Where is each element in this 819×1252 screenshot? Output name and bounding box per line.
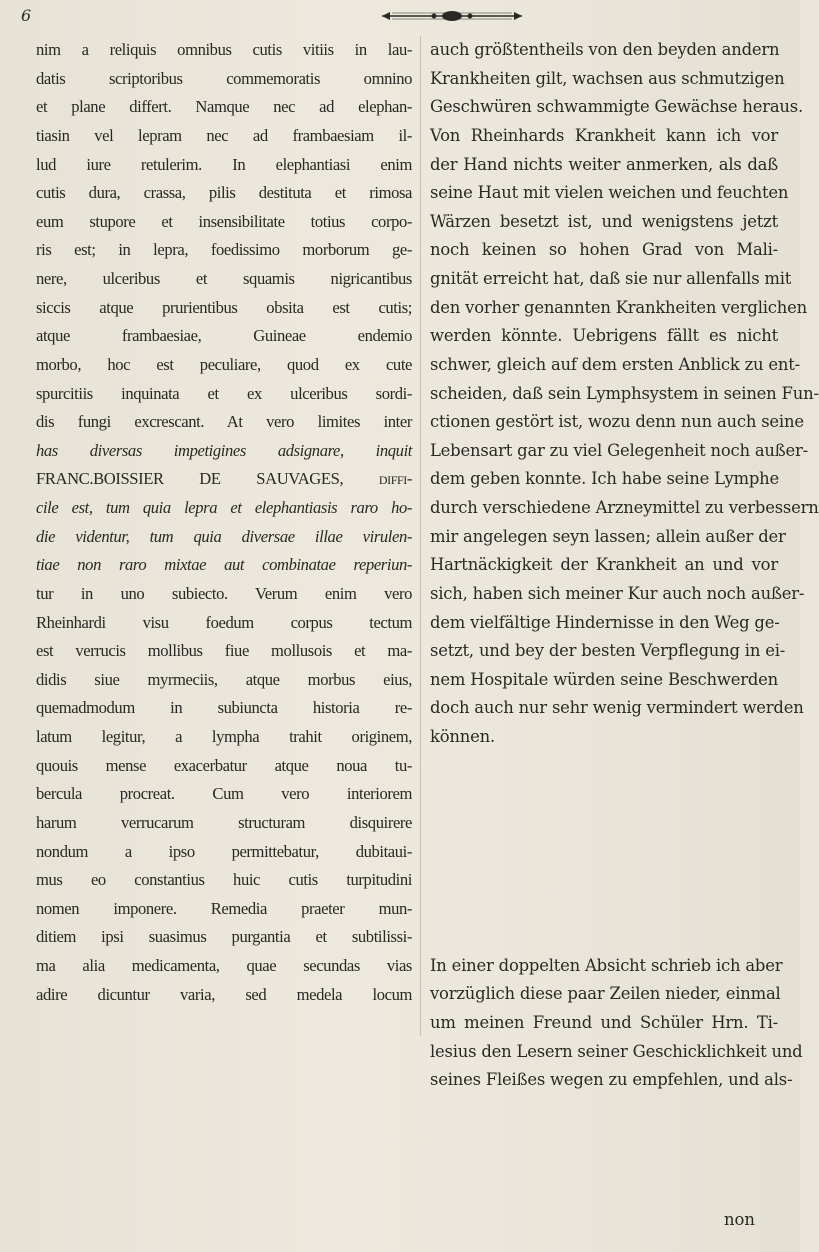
text-line: morbo, hoc est peculiare, quod ex cute (36, 354, 412, 374)
text-line: quouis mense exacerbatur atque noua tu- (36, 755, 412, 775)
text-line: nondum a ipso permittebatur, dubitaui- (36, 841, 412, 861)
text-line: nim a reliquis omnibus cutis vitiis in lau- (36, 40, 412, 59)
text-line: tiasin vel lepram nec ad frambaesiam il- (36, 125, 412, 145)
text-line: vorzüglich diese paar Zeilen nieder, einmal (430, 984, 781, 1004)
text-line: dem geben konnte. Ich habe seine Lymphe (430, 469, 780, 489)
german-text-column (430, 36, 819, 1095)
text-line: ditiem ipsi suasimus purgantia et subtilissi- (36, 927, 412, 947)
text-line: auch größtentheils von den beyden andern (430, 40, 780, 59)
text-line: doch auch nur sehr wenig vermindert werden (430, 698, 804, 718)
text-line: quemadmodum in subiuncta historia re- (36, 698, 412, 718)
text-line: spurcitiis inquinata et ex ulceribus sordi- (36, 383, 412, 403)
latin-text-column (36, 36, 412, 1009)
text-line: den vorher genannten Krankheiten verglichen (430, 297, 807, 317)
text-line: eum stupore et insensibilitate totius corpo- (36, 211, 412, 231)
text-line: die videntur, tum quia diversae illae virulen- (36, 526, 412, 546)
catchword: non (724, 1210, 755, 1229)
text-line: atque frambaesiae, Guineae endemio (36, 326, 412, 346)
text-line: Lebensart gar zu viel Gelegenheit noch außer- (430, 440, 809, 460)
text-line: nomen imponere. Remedia praeter mun- (36, 898, 412, 918)
text-line: ctionen gestört ist, wozu denn nun auch seine (430, 412, 804, 432)
header-ornament-icon (382, 10, 522, 22)
text-line: cile est, tum quia lepra et elephantiasis raro ho- (36, 498, 412, 517)
text-line: noch keinen so hohen Grad von Mali- (430, 240, 778, 260)
text-line: setzt, und bey der besten Verpflegung in ei- (430, 641, 786, 661)
text-line: Krankheiten gilt, wachsen aus schmutzigen (430, 68, 785, 88)
text-line: sich, haben sich meiner Kur auch noch außer- (430, 583, 805, 603)
text-line: Rheinhardi visu foedum corpus tectum (36, 612, 412, 632)
text-line: lesius den Lesern seiner Geschicklichkeit und (430, 1041, 803, 1061)
text-line: schwer, gleich auf dem ersten Anblick zu ent- (430, 354, 800, 374)
text-line: durch verschiedene Arzneymittel zu verbessern (430, 498, 819, 517)
text-line: mus eo constantius huic cutis turpitudini (36, 870, 412, 890)
text-line: um meinen Freund und Schüler Hrn. Ti- (430, 1012, 778, 1032)
text-line: Wärzen besetzt ist, und wenigstens jetzt (430, 211, 778, 231)
text-line: tiae non raro mixtae aut combinatae reperiun- (36, 555, 412, 575)
text-line: Von Rheinhards Krankheit kann ich vor (430, 125, 778, 145)
text-line: siccis atque prurientibus obsita est cutis; (36, 297, 412, 317)
text-line: FRANC.BOISSIER DE SAUVAGES, diffi- (36, 469, 412, 489)
text-line: seines Fleißes wegen zu empfehlen, und als- (430, 1070, 793, 1090)
text-line: nere, ulceribus et squamis nigricantibus (36, 269, 412, 288)
text-line: mir angelegen seyn lassen; allein außer der (430, 526, 786, 546)
text-line: nem Hospitale würden seine Beschwerden (430, 669, 778, 689)
text-line: können. (430, 727, 495, 746)
text-line: didis siue myrmeciis, atque morbus eius, (36, 669, 412, 689)
text-line: der Hand nichts weiter anmerken, als daß (430, 154, 778, 174)
text-line: est verrucis mollibus fiue mollusois et ma- (36, 641, 412, 661)
text-line: datis scriptoribus commemoratis omnino (36, 68, 412, 88)
text-line: In einer doppelten Absicht schrieb ich aber (430, 955, 783, 975)
text-line: has diversas impetigines adsignare, inquit (36, 440, 412, 460)
column-divider (420, 36, 421, 1036)
text-line: harum verrucarum structuram disquirere (36, 812, 412, 832)
text-line: tur in uno subiecto. Verum enim vero (36, 583, 412, 603)
text-line: werden könnte. Uebrigens fällt es nicht (430, 326, 778, 346)
text-line: seine Haut mit vielen weichen und feuchten (430, 183, 789, 203)
text-line: cutis dura, crassa, pilis destituta et rimosa (36, 183, 412, 203)
text-line: dis fungi excrescant. At vero limites inter (36, 412, 412, 432)
text-line: lud iure retulerim. In elephantiasi enim (36, 154, 412, 174)
paragraph (430, 36, 819, 752)
page-number: 6 (21, 6, 32, 25)
text-line: ma alia medicamenta, quae secundas vias (36, 956, 412, 975)
text-line: et plane differt. Namque nec ad elephan- (36, 97, 412, 117)
text-line: ris est; in lepra, foedissimo morborum ge- (36, 240, 412, 260)
text-line: gnität erreicht hat, daß sie nur allenfalls mit (430, 269, 792, 288)
text-line: dem vielfältige Hindernisse in den Weg ge- (430, 612, 780, 632)
text-line: adire dicuntur varia, sed medela locum (36, 984, 412, 1004)
text-line: scheiden, daß sein Lymphsystem in seinen Fun- (430, 383, 819, 403)
text-line: Geschwüren schwammigte Gewächse heraus. (430, 97, 803, 117)
paragraph (430, 952, 803, 1095)
text-line: latum legitur, a lympha trahit originem, (36, 727, 412, 746)
text-line: Hartnäckigkeit der Krankheit an und vor (430, 555, 778, 575)
text-line: bercula procreat. Cum vero interiorem (36, 784, 412, 804)
